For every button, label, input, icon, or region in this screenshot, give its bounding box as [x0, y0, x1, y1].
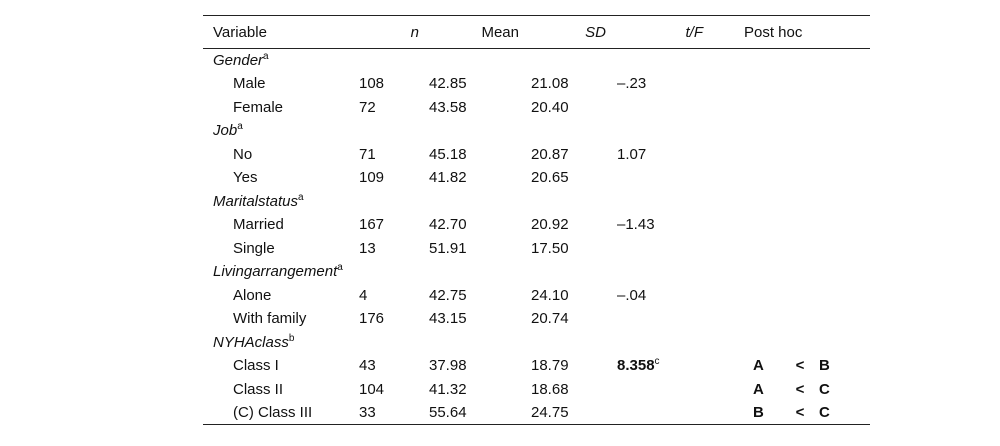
cell-t-f	[617, 354, 717, 378]
cell-n: 13	[359, 239, 376, 257]
row-label: No	[233, 145, 253, 163]
table-row	[203, 378, 870, 402]
results-table-container	[203, 15, 830, 425]
cell-sd: 20.65	[531, 169, 569, 187]
group-label-marital-status	[203, 190, 359, 214]
table-row	[203, 331, 870, 355]
table-header-row	[203, 16, 870, 49]
row-label: Male	[233, 75, 266, 93]
cell-t-f: –1.43	[617, 216, 655, 234]
group-label-gender	[203, 49, 359, 73]
cell-sd: 24.10	[531, 286, 569, 304]
header-variable: Variable	[213, 23, 267, 41]
results-table	[203, 15, 870, 425]
cell-t-f: –.04	[617, 286, 647, 304]
cell-n: 33	[359, 404, 376, 421]
cell-mean: 43.15	[429, 310, 467, 328]
cell-t-f: 1.07	[617, 145, 647, 163]
group-label-text: NYHAclass	[213, 333, 289, 351]
cell-sd: 20.74	[531, 310, 569, 328]
table-row	[203, 260, 870, 284]
table-row	[203, 143, 870, 167]
cell-n: 71	[359, 145, 376, 163]
cell-t-f: –.23	[617, 75, 647, 93]
header-t-f: t/F	[685, 23, 703, 41]
header-mean: Mean	[481, 23, 519, 41]
table-row	[203, 119, 870, 143]
cell-mean: 41.82	[429, 169, 467, 187]
cell-sd: 20.87	[531, 145, 569, 163]
cell-mean: 43.58	[429, 98, 467, 116]
cell-n: 176	[359, 310, 385, 328]
row-label: Female	[233, 98, 284, 116]
row-label: Yes	[233, 169, 258, 187]
cell-mean: 41.32	[429, 380, 467, 398]
table-row	[203, 96, 870, 120]
post-hoc-right: C	[819, 380, 830, 398]
row-label: Class I	[233, 357, 279, 375]
cell-mean: 42.70	[429, 216, 467, 234]
header-sd: SD	[585, 23, 606, 41]
cell-sd: 20.92	[531, 216, 569, 234]
footnote-marker: c	[654, 356, 660, 368]
cell-mean: 55.64	[429, 404, 467, 421]
row-label: With family	[233, 310, 307, 328]
post-hoc-right: C	[819, 404, 830, 421]
row-label: Alone	[233, 286, 272, 304]
cell-n: 72	[359, 98, 376, 116]
table-row	[203, 284, 870, 308]
post-hoc-left: B	[753, 404, 764, 421]
group-label-living-arrangement	[203, 260, 359, 284]
group-label-text: Maritalstatus	[213, 192, 299, 210]
row-label: (C) Class III	[233, 404, 313, 421]
cell-n: 104	[359, 380, 385, 398]
cell-sd: 21.08	[531, 75, 569, 93]
row-label: Married	[233, 216, 284, 234]
cell-sd: 18.68	[531, 380, 569, 398]
group-label-job	[203, 119, 359, 143]
table-row	[203, 190, 870, 214]
table-row	[203, 354, 870, 378]
post-hoc-operator: <	[795, 357, 805, 375]
cell-post-hoc	[717, 354, 870, 378]
header-post-hoc: Post hoc	[744, 23, 803, 41]
cell-sd: 20.40	[531, 98, 569, 116]
cell-sd: 24.75	[531, 404, 569, 421]
group-label-text: Job	[213, 122, 238, 140]
table-row	[203, 213, 870, 237]
row-label: Single	[233, 239, 275, 257]
post-hoc-left: A	[753, 380, 764, 398]
cell-post-hoc	[717, 378, 870, 402]
footnote-marker: b	[288, 332, 295, 344]
post-hoc-right: B	[819, 357, 830, 375]
row-label: Class II	[233, 380, 284, 398]
cell-sd: 17.50	[531, 239, 569, 257]
footnote-marker: a	[298, 191, 304, 203]
post-hoc-operator: <	[795, 380, 805, 398]
table-row	[203, 401, 870, 425]
cell-mean: 45.18	[429, 145, 467, 163]
cell-n: 109	[359, 169, 385, 187]
cell-sd: 18.79	[531, 357, 569, 375]
table-row	[203, 307, 870, 331]
cell-mean: 37.98	[429, 357, 467, 375]
group-label-text: Gender	[213, 52, 264, 69]
footnote-marker: a	[237, 121, 243, 133]
footnote-marker: a	[337, 262, 343, 274]
f-statistic-value: 8.358	[617, 357, 655, 375]
post-hoc-left: A	[753, 357, 764, 375]
post-hoc-operator: <	[795, 404, 805, 421]
cell-mean: 51.91	[429, 239, 467, 257]
header-n: n	[410, 23, 419, 41]
table-row	[203, 49, 870, 73]
table-row	[203, 237, 870, 261]
cell-mean: 42.75	[429, 286, 467, 304]
footnote-marker: a	[263, 51, 269, 62]
group-label-nyha-class	[203, 331, 359, 355]
cell-n: 167	[359, 216, 385, 234]
group-label-text: Livingarrangement	[213, 263, 338, 281]
cell-n: 108	[359, 75, 385, 93]
table-row	[203, 166, 870, 190]
table-row	[203, 72, 870, 96]
cell-n: 4	[359, 286, 368, 304]
cell-mean: 42.85	[429, 75, 467, 93]
cell-n: 43	[359, 357, 376, 375]
cell-post-hoc	[717, 401, 870, 425]
